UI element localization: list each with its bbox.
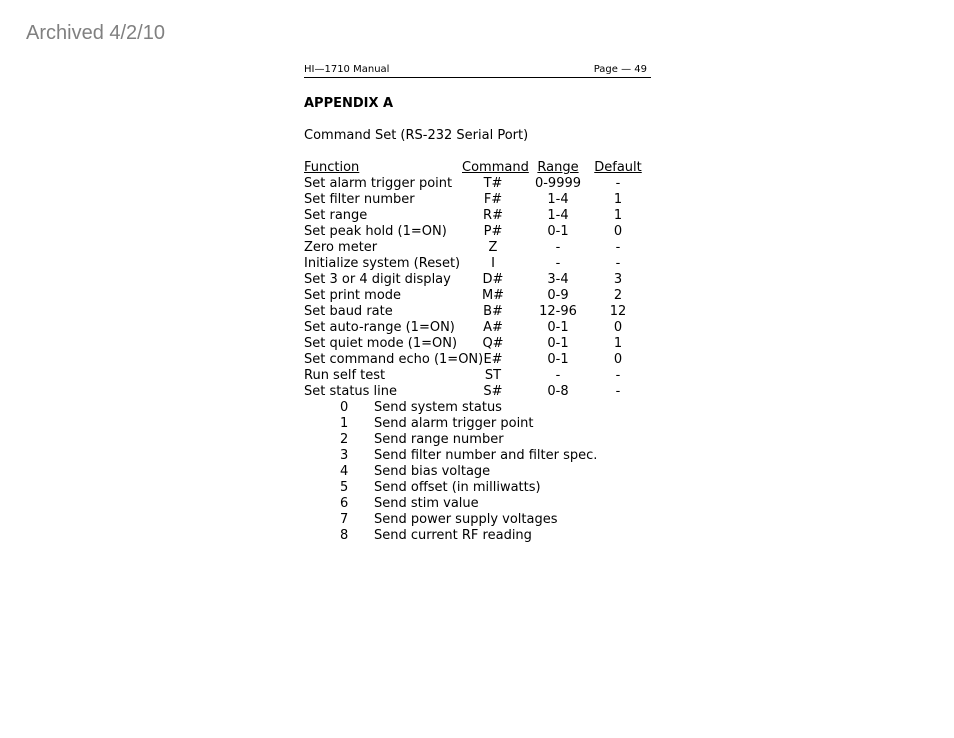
cell-function: Set auto-range (1=ON) [304,320,455,335]
cell-function: Set peak hold (1=ON) [304,224,447,239]
cell-command: S# [483,384,503,399]
cell-function: Zero meter [304,240,378,255]
option-number: 4 [340,464,349,479]
cell-default: - [615,256,621,271]
cell-command: F# [483,192,503,207]
table-row [304,320,651,336]
cell-command: Q# [482,336,504,351]
cell-function: Set quiet mode (1=ON) [304,336,458,351]
archived-watermark: Archived 4/2/10 [26,22,165,44]
cell-range: 0-9999 [534,176,582,191]
status-line-options [304,400,651,544]
cell-range: - [555,368,561,383]
table-row [304,192,651,208]
cell-function: Initialize system (Reset) [304,256,461,271]
option-description: Send alarm trigger point [374,416,534,431]
option-description: Send power supply voltages [374,512,558,527]
table-body [304,176,651,400]
cell-range: 12-96 [539,304,577,319]
cell-range: 0-1 [547,320,569,335]
list-item [304,400,651,416]
table-row [304,288,651,304]
option-number: 6 [340,496,349,511]
cell-function: Set baud rate [304,304,393,319]
cell-range: 0-1 [547,224,569,239]
cell-range: 3-4 [547,272,569,287]
cell-default: 1 [613,336,623,351]
table-row [304,176,651,192]
table-row [304,336,651,352]
manual-page [304,64,651,544]
option-description: Send range number [374,432,504,447]
table-row [304,224,651,240]
cell-default: - [615,240,621,255]
list-item [304,464,651,480]
cell-function: Set print mode [304,288,402,303]
manual-title: HI—1710 Manual [304,64,390,75]
option-description: Send bias voltage [374,464,491,479]
option-number: 7 [340,512,349,527]
cell-command: P# [483,224,503,239]
cell-default: - [615,384,621,399]
table-row [304,352,651,368]
cell-default: 0 [613,320,623,335]
cell-command: D# [482,272,504,287]
cell-command: R# [483,208,503,223]
option-number: 8 [340,528,349,543]
cell-range: 1-4 [547,192,569,207]
table-row [304,240,651,256]
column-header-default: Default [594,160,642,175]
cell-range: 0-1 [547,352,569,367]
cell-command: T# [483,176,503,191]
cell-command: B# [483,304,503,319]
option-number: 2 [340,432,349,447]
column-header-function: Function [304,160,360,175]
cell-default: 0 [613,352,623,367]
table-row [304,304,651,320]
option-description: Send filter number and filter spec. [374,448,598,463]
cell-function: Set status line [304,384,398,399]
cell-default: - [615,368,621,383]
cell-default: 3 [613,272,623,287]
list-item [304,432,651,448]
cell-range: - [555,240,561,255]
cell-range: 0-1 [547,336,569,351]
option-number: 3 [340,448,349,463]
cell-range: - [555,256,561,271]
option-number: 5 [340,480,349,495]
list-item [304,480,651,496]
cell-command: E# [483,352,503,367]
list-item [304,528,651,544]
option-description: Send current RF reading [374,528,532,543]
cell-function: Run self test [304,368,386,383]
command-table [304,160,651,400]
list-item [304,512,651,528]
table-header-row [304,160,651,176]
cell-function: Set 3 or 4 digit display [304,272,451,287]
cell-range: 0-8 [547,384,569,399]
list-item [304,448,651,464]
table-row [304,368,651,384]
page-number: Page — 49 [593,64,647,75]
cell-default: 12 [609,304,627,319]
cell-function: Set filter number [304,192,415,207]
cell-default: - [615,176,621,191]
cell-default: 1 [613,208,623,223]
cell-default: 0 [613,224,623,239]
section-subtitle: Command Set (RS-232 Serial Port) [304,128,529,143]
option-description: Send offset (in milliwatts) [374,480,541,495]
cell-command: M# [481,288,505,303]
cell-command: A# [483,320,503,335]
option-number: 1 [340,416,349,431]
option-description: Send stim value [374,496,479,511]
option-number: 0 [340,400,349,415]
cell-function: Set range [304,208,368,223]
list-item [304,496,651,512]
table-row [304,272,651,288]
cell-range: 1-4 [547,208,569,223]
table-row [304,256,651,272]
list-item [304,416,651,432]
appendix-title: APPENDIX A [304,96,394,111]
cell-command: ST [484,368,502,383]
cell-range: 0-9 [547,288,569,303]
column-header-command: Command [462,160,529,175]
cell-command: I [491,256,495,271]
cell-default: 2 [613,288,623,303]
table-row [304,208,651,224]
cell-command: Z [488,240,498,255]
cell-default: 1 [613,192,623,207]
column-header-range: Range [537,160,579,175]
option-description: Send system status [374,400,502,415]
page-header [304,64,651,78]
cell-function: Set alarm trigger point [304,176,453,191]
cell-function: Set command echo (1=ON) [304,352,484,367]
table-row [304,384,651,400]
